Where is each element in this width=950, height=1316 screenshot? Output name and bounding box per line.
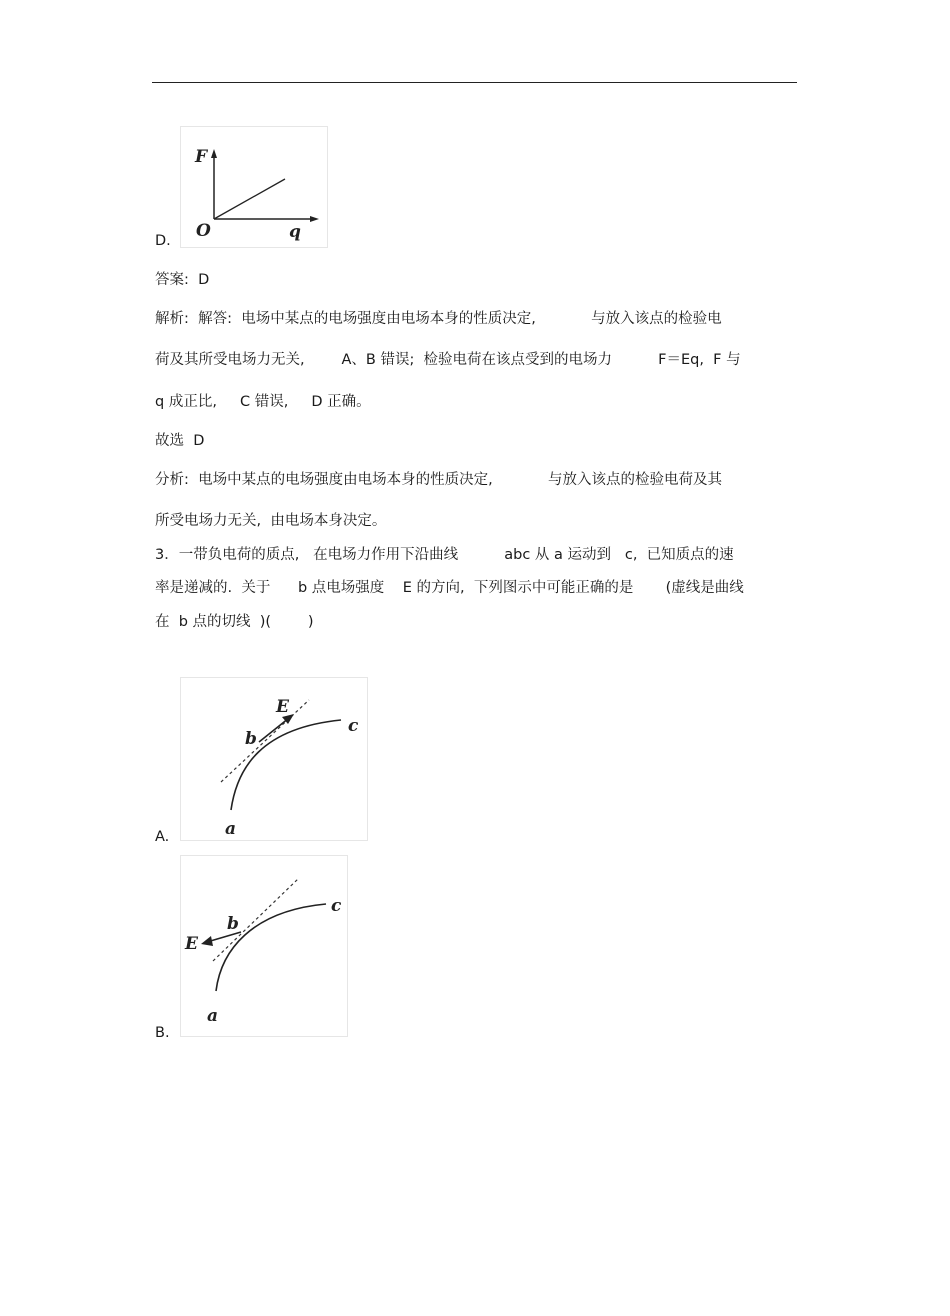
tangent-dashed-line: [221, 700, 309, 782]
figure-f-q-graph: [180, 126, 328, 248]
field-vector-arrow: [201, 936, 213, 946]
analysis-line-3: q 成正比, C 错误, D 正确。: [155, 394, 371, 410]
label-c: c: [348, 716, 359, 736]
option-b-label: B.: [155, 1025, 170, 1041]
label-e: E: [276, 697, 289, 717]
figure-option-a: [180, 677, 368, 841]
option-b-svg: [181, 856, 347, 1036]
option-a-svg: [181, 678, 367, 840]
x-axis-arrow: [310, 216, 319, 222]
f-q-line: [214, 179, 285, 219]
note-line-1: 分析: 电场中某点的电场强度由电场本身的性质决定, 与放入该点的检验电荷及其: [155, 472, 723, 488]
label-e: E: [185, 934, 198, 954]
analysis-line-1: 解析: 解答: 电场中某点的电场强度由电场本身的性质决定, 与放入该点的检验电: [155, 311, 722, 327]
axis-label-f: F: [195, 147, 208, 167]
label-b: b: [245, 729, 257, 749]
answer-line: 答案: D: [155, 272, 210, 288]
option-d-label: D.: [155, 233, 171, 249]
axis-label-q: q: [289, 222, 301, 242]
question-3-line-2: 率是递减的. 关于 b 点电场强度 E 的方向, 下列图示中可能正确的是 (虚线是曲线: [155, 580, 744, 596]
note-line-2: 所受电场力无关, 由电场本身决定。: [155, 513, 387, 529]
field-vector: [259, 718, 289, 742]
header-rule: [152, 82, 797, 83]
tangent-dashed-line: [213, 878, 299, 961]
analysis-line-2: 荷及其所受电场力无关, A、B 错误; 检验电荷在该点受到的电场力 F＝Eq, F 与: [155, 352, 741, 368]
origin-label: O: [196, 221, 211, 241]
y-axis-arrow: [211, 149, 217, 158]
question-3-line-3: 在 b 点的切线 )( ): [155, 614, 314, 630]
question-3-line-1: 3．一带负电荷的质点, 在电场力作用下沿曲线 abc 从 a 运动到 c, 已知质点的速: [155, 547, 734, 563]
label-a: a: [225, 819, 237, 839]
choice-line: 故选 D: [155, 433, 205, 449]
option-a-label: A.: [155, 829, 170, 845]
label-a: a: [207, 1006, 219, 1026]
label-b: b: [227, 914, 239, 934]
label-c: c: [331, 896, 342, 916]
figure-option-b: [180, 855, 348, 1037]
f-q-graph-svg: [181, 127, 327, 247]
